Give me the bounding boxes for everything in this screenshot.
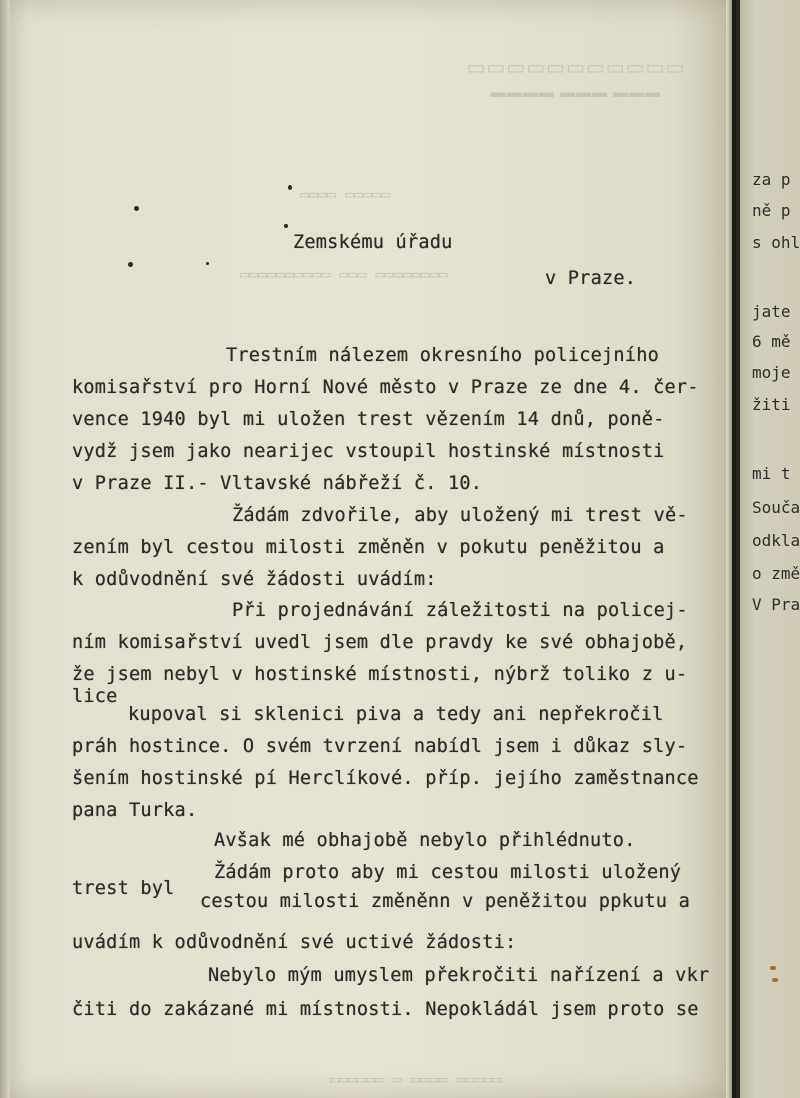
page-fold-shadow (0, 0, 10, 1098)
next-page-fragment: moje (752, 363, 791, 382)
next-page-fragment: odkla (752, 531, 800, 550)
body-line: ním komisařství uvedl jsem dle pravdy ke své obhajobě, (72, 632, 688, 653)
body-line: zením byl cestou milosti změněn v pokutu peněžitou a (72, 537, 665, 558)
next-page-fragment: s ohl (752, 233, 800, 252)
body-line: uvádím k odůvodnění své uctivé žádosti: (72, 932, 517, 953)
body-line: trest byl (72, 878, 175, 899)
body-line: vydž jsem jako nearijec vstoupil hostinské místnosti (72, 441, 665, 462)
body-line: komisařství pro Horní Nové město v Praze ze dne 4. čer- (72, 377, 699, 398)
body-line: Při projednávání záležitosti na policej- (232, 600, 688, 621)
next-page-fragment: ně p (752, 201, 791, 220)
body-line: že jsem nebyl v hostinské místnosti, nýbrž toliko z u- (72, 664, 688, 685)
show-through-text: ▭▭▭▭▭ ▭▭▭▭ ▭ ▭▭▭▭▭▭ (330, 1070, 502, 1088)
body-line: lice (72, 686, 118, 707)
next-page-fragment: V Pra (752, 595, 800, 614)
body-line: Žádám zdvořile, aby uložený mi trest vě- (232, 505, 688, 526)
next-page-fragment: za p (752, 170, 791, 189)
body-line: čiti do zakázané mi místnosti. Nepokládál jsem proto se (72, 999, 699, 1020)
body-line: kupoval si sklenici piva a tedy ani nepřekročil (128, 704, 664, 725)
next-page-fragment: mi t (752, 464, 791, 483)
body-line: Avšak mé obhajobě nebylo přihlédnuto. (214, 830, 636, 851)
body-line: Trestním nálezem okresního policejního (226, 345, 659, 366)
body-line: Nebylo mým umyslem překročiti nařízení a vkr (208, 965, 710, 986)
ink-speck (128, 262, 133, 267)
ink-speck (134, 206, 139, 211)
next-page-fragment: Souča (752, 498, 800, 517)
body-line: v Praze II.- Vltavské nábřeží č. 10. (72, 473, 483, 494)
show-through-text: ▭▭▭▭▭▭▭▭ ▭▭▭ ▭▭▭▭▭▭▭▭▭▭ (240, 265, 448, 283)
ink-speck (288, 185, 292, 190)
body-line: pana Turka. (72, 800, 198, 821)
body-line: šením hostinské pí Herclíkové. příp. jejího zaměstnance (72, 768, 699, 789)
body-line: Žádám proto aby mi cestou milosti uložený (214, 862, 682, 883)
body-line: práh hostince. O svém tvrzení nabídl jsem i důkaz sly- (72, 736, 688, 757)
rust-mark (772, 978, 778, 982)
next-page-fragment: jate (752, 302, 791, 321)
addressee-place: v Praze. (545, 268, 637, 289)
show-through-text: ▭▭▭▭▭ ▭▭▭▭ (300, 185, 391, 203)
next-page-fragment: žiti (752, 395, 791, 414)
rust-mark (770, 966, 776, 970)
addressee: Zemskému úřadu (293, 232, 453, 253)
body-line: cestou milosti změněnn v peněžitou ppkutu a (200, 891, 690, 912)
next-page-fragment: 6 mě (752, 332, 791, 351)
body-line: vence 1940 byl mi uložen trest vězením 14 dnů, poně- (72, 409, 665, 430)
ink-speck (284, 224, 288, 228)
ink-speck (206, 262, 209, 265)
next-page-sliver (736, 0, 800, 1098)
show-through-letterhead: ▭▭▭▭▭▭▭▭▭▭▭ ▬▬▬ ▬▬▬ ▬▬▬▬ (465, 57, 685, 101)
next-page-fragment: o změ (752, 564, 800, 583)
page-edge-shadow (726, 0, 732, 1098)
body-line: k odůvodnění své žádosti uvádím: (72, 569, 437, 590)
